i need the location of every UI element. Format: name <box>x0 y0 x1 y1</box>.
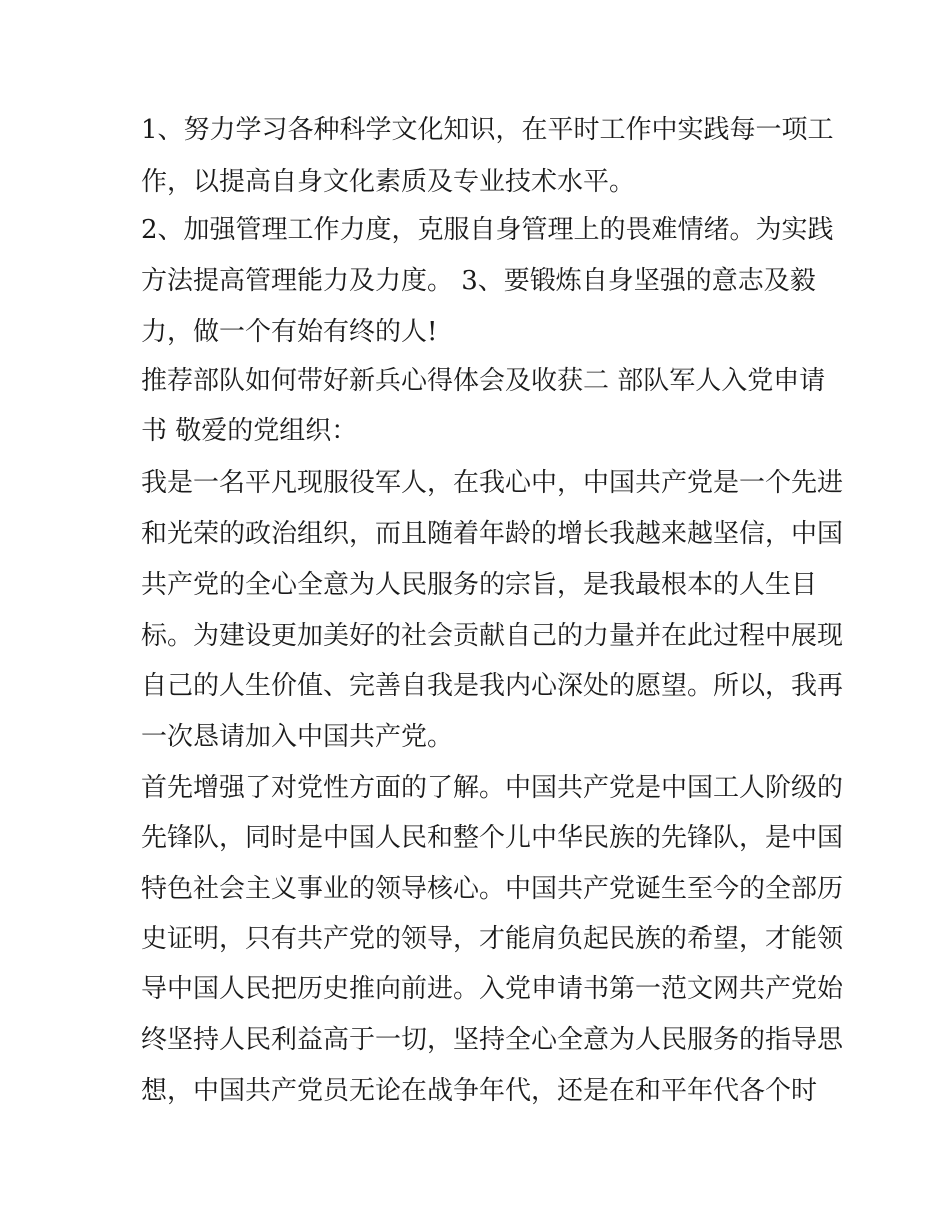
text-line-6: 推荐部队如何带好新兵心得体会及收获二 部队军人入党申请 <box>141 366 826 396</box>
text-line-19: 终坚持人民利益高于一切，坚持全心全意为人民服务的指导思 <box>141 1025 844 1055</box>
text-line-7: 书 敬爱的党组织： <box>141 416 358 446</box>
text-line-16: 特色社会主义事业的领导核心。中国共产党诞生至今的全部历 <box>141 874 844 904</box>
text-line-9: 和光荣的政治组织，而且随着年龄的增长我越来越坚信，中国 <box>141 519 844 549</box>
text-line-11: 标。为建设更加美好的社会贡献自己的力量并在此过程中展现 <box>141 621 844 651</box>
text-line-5: 力，做一个有始有终的人! <box>141 317 438 347</box>
text-line-3: 2、加强管理工作力度，克服自身管理上的畏难情绪。为实践 <box>141 215 834 245</box>
text-line-15: 先锋队，同时是中国人民和整个儿中华民族的先锋队，是中国 <box>141 823 844 853</box>
text-line-12: 自己的人生价值、完善自我是我内心深处的愿望。所以，我再 <box>141 671 844 701</box>
text-line-1: 1、努力学习各种科学文化知识，在平时工作中实践每一项工 <box>141 115 834 145</box>
text-line-4: 方法提高管理能力及力度。 3、要锻炼自身坚强的意志及毅 <box>141 266 816 296</box>
text-line-14: 首先增强了对党性方面的了解。中国共产党是中国工人阶级的 <box>141 773 844 803</box>
text-line-10: 共产党的全心全意为人民服务的宗旨，是我最根本的人生目 <box>141 570 818 600</box>
text-line-13: 一次恳请加入中国共产党。 <box>141 722 454 752</box>
text-line-2: 作，以提高自身文化素质及专业技术水平。 <box>141 167 636 197</box>
text-line-18: 导中国人民把历史推向前进。入党申请书第一范文网共产党始 <box>141 974 844 1004</box>
text-line-20: 想，中国共产党员无论在战争年代，还是在和平年代各个时 <box>141 1076 818 1106</box>
text-line-8: 我是一名平凡现服役军人，在我心中，中国共产党是一个先进 <box>141 468 844 498</box>
text-line-17: 史证明，只有共产党的领导，才能肩负起民族的希望，才能领 <box>141 924 844 954</box>
